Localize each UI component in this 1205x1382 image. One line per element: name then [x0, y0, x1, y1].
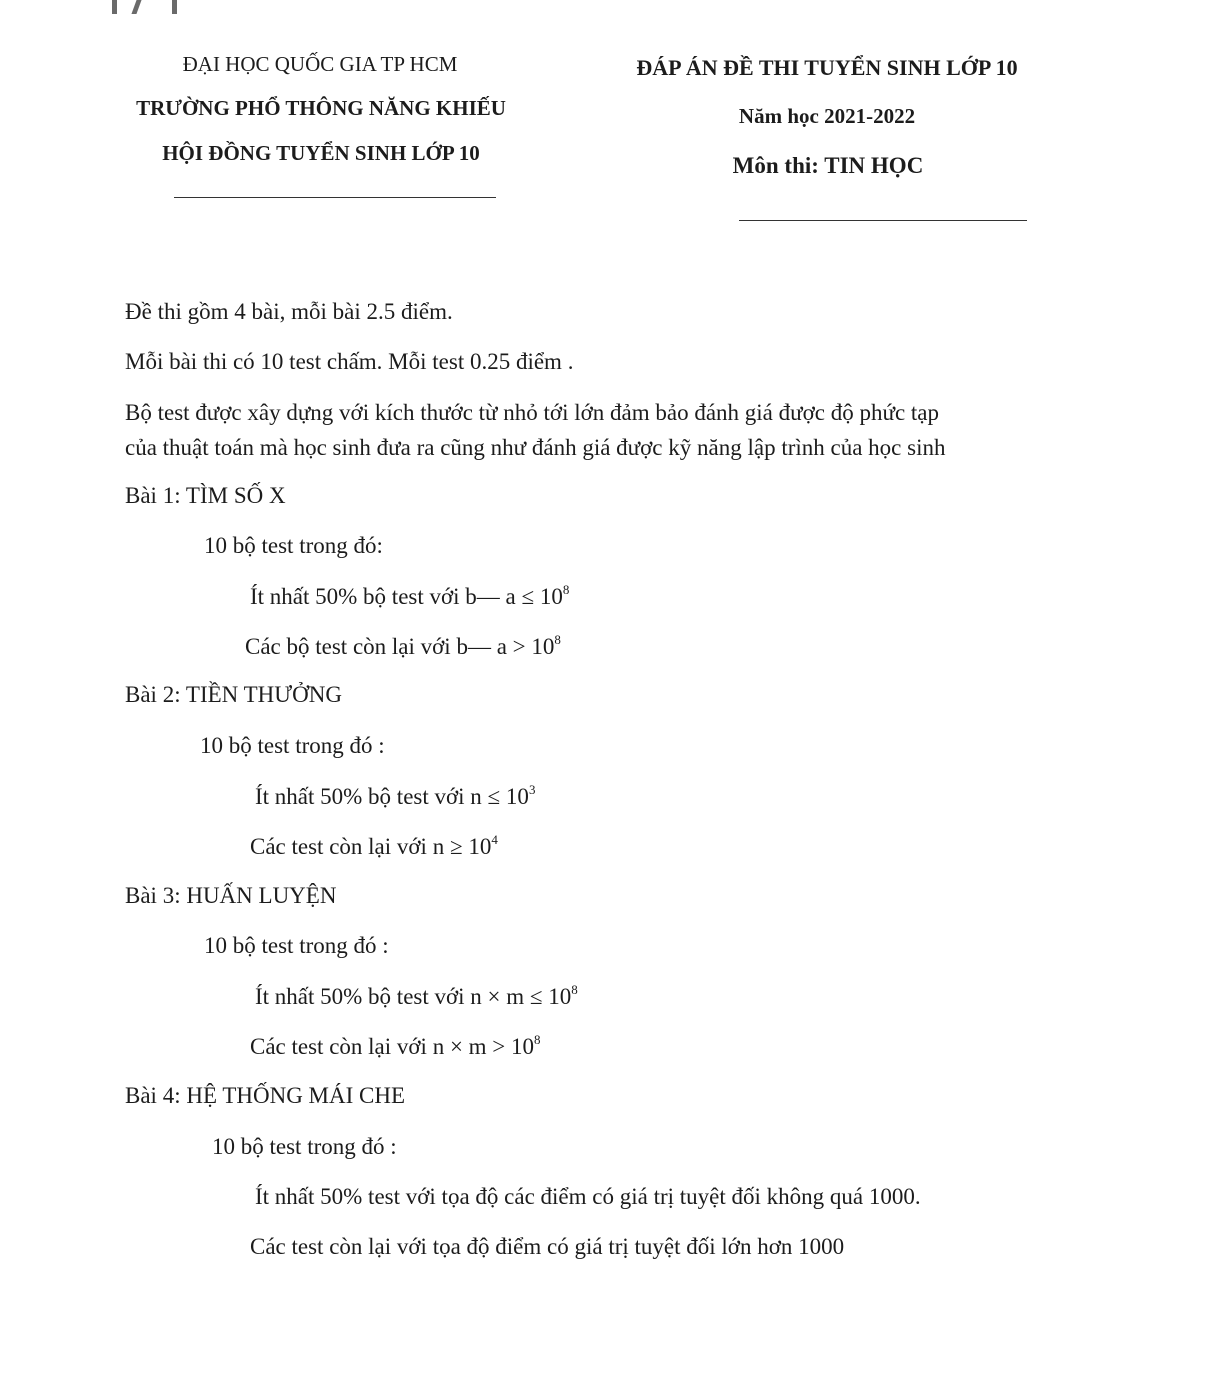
problem-3-title: Bài 3: HUẤN LUYỆN: [125, 883, 337, 908]
problem-4-intro: 10 bộ test trong đó :: [212, 1134, 397, 1159]
problem-2-constraint-1: Ít nhất 50% bộ test với $n \le 10^3$: [255, 782, 536, 809]
intro-paragraph-3b: của thuật toán mà học sinh đưa ra cũng như đánh giá được kỹ năng lập trình của học sinh: [125, 435, 946, 460]
intro-paragraph-1: Đề thi gồm 4 bài, mỗi bài 2.5 điểm.: [125, 299, 453, 324]
problem-2-intro: 10 bộ test trong đó :: [200, 733, 385, 758]
problem-1-title: Bài 1: TÌM SỐ X: [125, 483, 286, 508]
problem-4-title: Bài 4: HỆ THỐNG MÁI CHE: [125, 1083, 406, 1108]
intro-paragraph-3a: Bộ test được xây dựng với kích thước từ nhỏ tới lớn đảm bảo đánh giá được độ phức tạp: [125, 400, 939, 425]
problem-3-constraint-1: Ít nhất 50% bộ test với $n \times m \le 10^8$: [255, 982, 578, 1009]
intro-paragraph-2: Mỗi bài thi có 10 test chấm. Mỗi test 0.25 điểm .: [125, 349, 574, 374]
header-school: TRƯỜNG PHỔ THÔNG NĂNG KHIẾU: [136, 96, 506, 120]
problem-4-constraint-1: Ít nhất 50% test với tọa độ các điểm có giá trị tuyệt đối không quá 1000.: [255, 1184, 921, 1209]
doc-title: ĐÁP ÁN ĐỀ THI TUYỂN SINH LỚP 10: [636, 55, 1018, 80]
problem-3-intro: 10 bộ test trong đó :: [204, 933, 389, 958]
problem-2-constraint-2: Các test còn lại với $n \ge 10^4$: [250, 832, 498, 859]
exam-subject: Môn thi: TIN HỌC: [732, 153, 924, 178]
header-left-rule: [174, 197, 496, 198]
problem-2-title: Bài 2: TIỀN THƯỞNG: [125, 682, 342, 707]
problem-1-constraint-2: Các bộ test còn lại với b— $a > 10^8$: [245, 632, 561, 659]
problem-1-constraint-1: Ít nhất 50% bộ test với b— $a \le 10^8$: [250, 582, 570, 609]
school-year: Năm học 2021-2022: [738, 104, 916, 128]
problem-1-intro: 10 bộ test trong đó:: [204, 533, 383, 558]
header-university: ĐẠI HỌC QUỐC GIA TP HCM: [182, 52, 458, 76]
header-right-rule: [739, 220, 1027, 221]
problem-4-constraint-2: Các test còn lại với tọa độ điểm có giá trị tuyệt đối lớn hơn 1000: [250, 1234, 845, 1259]
header-council: HỘI ĐỒNG TUYỂN SINH LỚP 10: [162, 141, 480, 165]
top-scan-mark: [112, 0, 192, 14]
problem-3-constraint-2: Các test còn lại với $n \times m > 10^8$: [250, 1032, 541, 1059]
